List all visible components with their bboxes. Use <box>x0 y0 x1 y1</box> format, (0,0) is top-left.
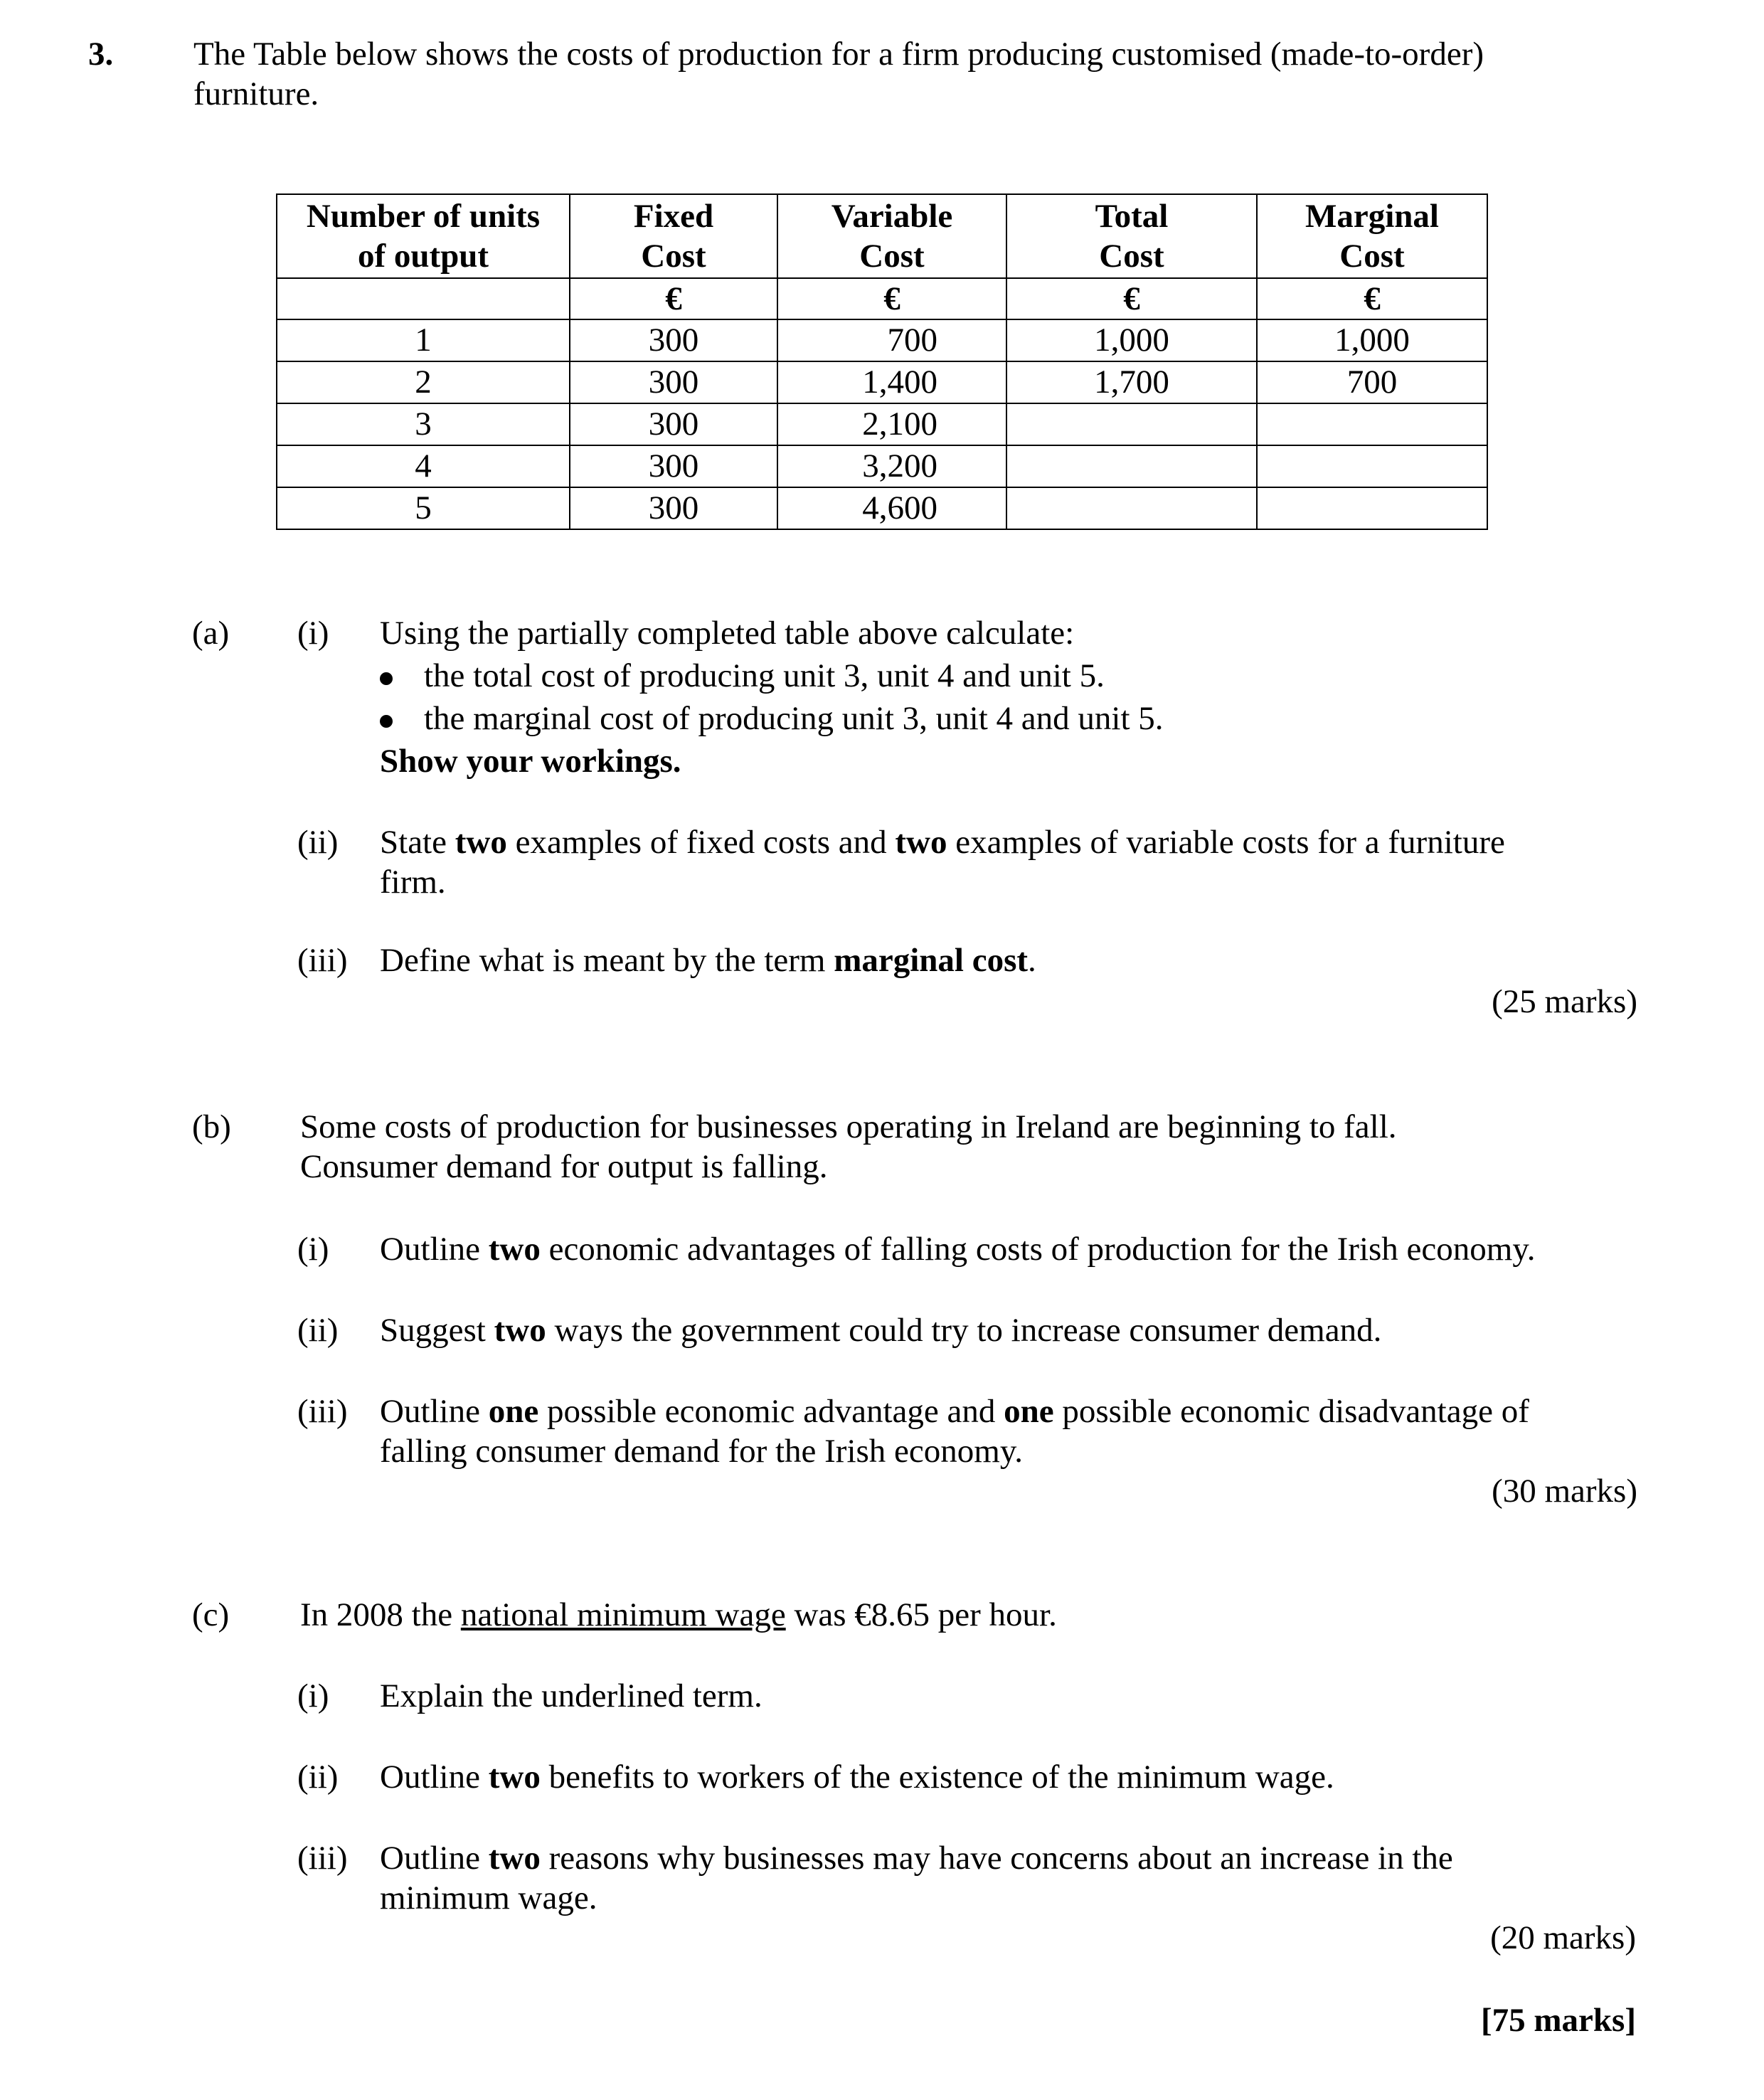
table-cell-blank <box>1006 403 1257 445</box>
table-cell: 1 <box>277 319 570 361</box>
table-cell: 300 <box>570 361 777 403</box>
unit-cell: € <box>777 278 1006 319</box>
table-cell-blank <box>1257 445 1487 487</box>
part-a-i-bullet1: the total cost of producing unit 3, unit 4 and unit 5. <box>380 656 1105 696</box>
bullet-icon <box>380 672 393 685</box>
underlined-term: national minimum wage <box>460 1596 786 1633</box>
table-cell: 3,200 <box>777 445 1006 487</box>
table-row <box>277 487 1487 529</box>
table-cell: 700 <box>1257 361 1487 403</box>
part-c-ii-label: (ii) <box>297 1759 339 1796</box>
part-b-marks: (30 marks) <box>1492 1473 1637 1510</box>
part-c-intro: In 2008 the national minimum wage was €8.65 per hour. <box>300 1596 1057 1633</box>
part-a-marks: (25 marks) <box>1492 983 1637 1020</box>
part-b-i-label: (i) <box>297 1231 329 1268</box>
bullet-icon <box>380 715 393 728</box>
question-number: 3. <box>88 36 114 73</box>
table-cell: 1,400 <box>777 361 1006 403</box>
table-header-row <box>277 194 1487 278</box>
part-b-label: (b) <box>192 1108 231 1145</box>
part-a-i-bullet2: the marginal cost of producing unit 3, unit 4 and unit 5. <box>380 699 1164 738</box>
table-cell: 4,600 <box>777 487 1006 529</box>
part-a-ii-text: State two examples of fixed costs and two examples of variable costs for a furniture <box>380 824 1505 861</box>
table-cell: 2,100 <box>777 403 1006 445</box>
part-a-ii-text-line2: firm. <box>380 864 446 901</box>
table-cell: 3 <box>277 403 570 445</box>
total-marks: [75 marks] <box>1481 2002 1636 2039</box>
table-cell: 1,700 <box>1006 361 1257 403</box>
table-cell: 700 <box>777 319 1006 361</box>
table-cell: 300 <box>570 445 777 487</box>
part-c-iii-text-line2: minimum wage. <box>380 1879 597 1916</box>
table-cell: 2 <box>277 361 570 403</box>
part-c-i-label: (i) <box>297 1677 329 1714</box>
part-c-ii-text: Outline two benefits to workers of the existence of the minimum wage. <box>380 1759 1334 1796</box>
part-a-iii-label: (iii) <box>297 942 348 979</box>
part-b-intro-line2: Consumer demand for output is falling. <box>300 1148 828 1185</box>
unit-cell: € <box>1006 278 1257 319</box>
header-total-cost: Total Cost <box>1006 194 1257 278</box>
part-a-label: (a) <box>192 615 230 652</box>
part-b-iii-text-line2: falling consumer demand for the Irish economy. <box>380 1433 1024 1470</box>
cost-table <box>276 193 1488 530</box>
table-cell: 300 <box>570 487 777 529</box>
part-b-ii-label: (ii) <box>297 1312 339 1349</box>
table-cell-blank <box>1006 487 1257 529</box>
table-cell: 1,000 <box>1257 319 1487 361</box>
table-cell-blank <box>1257 403 1487 445</box>
question-intro-line2: furniture. <box>193 75 319 112</box>
table-cell: 4 <box>277 445 570 487</box>
header-variable-cost: Variable Cost <box>777 194 1006 278</box>
table-units-row <box>277 278 1487 319</box>
part-b-iii-label: (iii) <box>297 1393 348 1430</box>
table-row <box>277 445 1487 487</box>
table-cell: 1,000 <box>1006 319 1257 361</box>
table-cell: 300 <box>570 319 777 361</box>
part-c-marks: (20 marks) <box>1490 1919 1636 1956</box>
part-c-iii-text: Outline two reasons why businesses may have concerns about an increase in the <box>380 1840 1453 1877</box>
table-row <box>277 361 1487 403</box>
unit-cell: € <box>570 278 777 319</box>
header-marginal-cost: Marginal Cost <box>1257 194 1487 278</box>
header-units-of-output: Number of units of output <box>277 194 570 278</box>
unit-cell: € <box>1257 278 1487 319</box>
header-fixed-cost: Fixed Cost <box>570 194 777 278</box>
part-b-iii-text: Outline one possible economic advantage and one possible economic disadvantage of <box>380 1393 1529 1430</box>
part-a-i-show-workings: Show your workings. <box>380 743 681 780</box>
table-cell: 300 <box>570 403 777 445</box>
table-cell: 5 <box>277 487 570 529</box>
part-b-i-text: Outline two economic advantages of falling costs of production for the Irish economy. <box>380 1231 1536 1268</box>
part-a-i-text: Using the partially completed table above calculate: <box>380 615 1075 652</box>
part-c-i-text: Explain the underlined term. <box>380 1677 763 1714</box>
table-row <box>277 403 1487 445</box>
part-c-iii-label: (iii) <box>297 1840 348 1877</box>
unit-cell <box>277 278 570 319</box>
question-intro-line1: The Table below shows the costs of production for a firm producing customised (made-to-order) <box>193 36 1484 73</box>
table-row <box>277 319 1487 361</box>
part-a-i-label: (i) <box>297 615 329 652</box>
part-c-label: (c) <box>192 1596 230 1633</box>
table-cell-blank <box>1257 487 1487 529</box>
table-cell-blank <box>1006 445 1257 487</box>
part-a-ii-label: (ii) <box>297 824 339 861</box>
part-b-ii-text: Suggest two ways the government could try to increase consumer demand. <box>380 1312 1382 1349</box>
part-b-intro-line1: Some costs of production for businesses operating in Ireland are beginning to fall. <box>300 1108 1397 1145</box>
part-a-iii-text: Define what is meant by the term marginal cost. <box>380 942 1036 979</box>
